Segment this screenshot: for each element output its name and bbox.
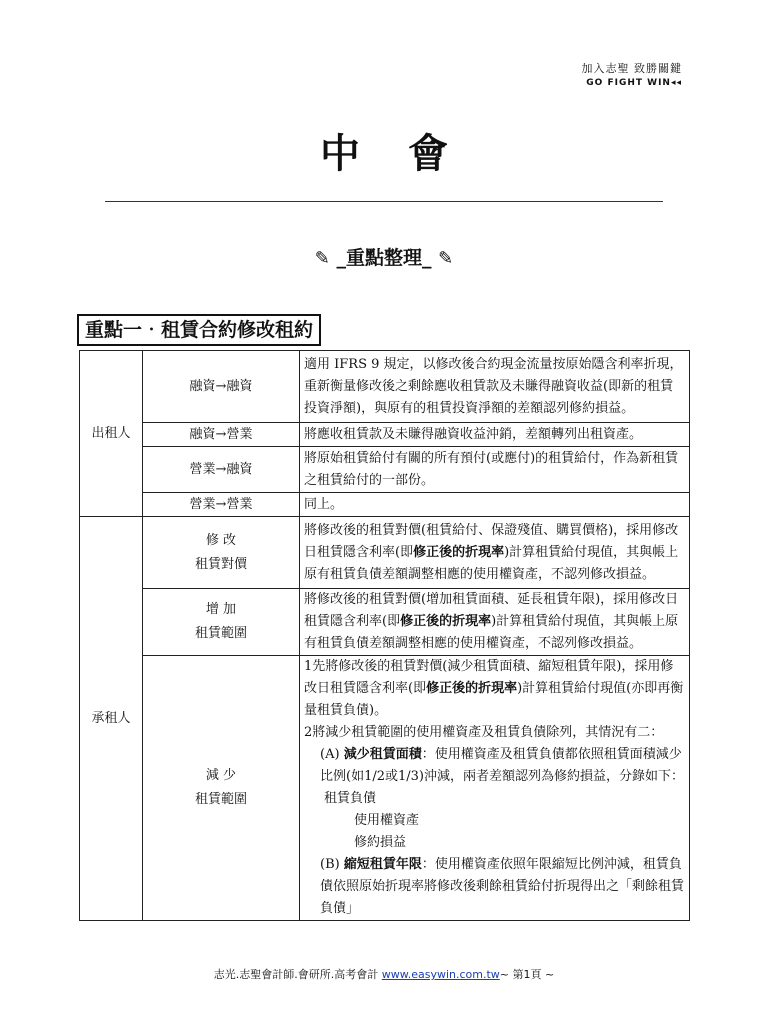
desc-text: 將修改後的租賃對價(租賃給付、保證殘值、購買價格)，採用修改日租賃隱含利率(即 [304, 522, 679, 560]
desc-cell: 適用 IFRS 9 規定，以修改後合約現金流量按原始隱含利率折現，重新衡量修改後之剩餘應收租賃款及未賺得融資收益(即新的租賃投資淨額)，與原有的租賃投資淨額的差額認列修約損益。 [300, 351, 690, 423]
paragraph-b [304, 854, 685, 920]
slogan-line-1: 加入志聖 致勝關鍵 [581, 62, 682, 75]
case-line: 減 少 [205, 768, 237, 783]
journal-entry-debit: 租賃負債 [324, 791, 377, 806]
title-divider [105, 201, 663, 202]
desc-emphasis: 修正後的折現率 [426, 681, 518, 696]
case-line: 增 加 [205, 602, 237, 617]
page-title: 中會 [320, 130, 496, 177]
desc-text: ：使用權資產依照年限縮短比例沖減，租賃負債依照原始折現率將修改後剩餘租賃給付折現得出之「剩餘租賃負債」 [320, 857, 685, 916]
paragraph-a [304, 744, 685, 788]
desc-emphasis: 修正後的折現率 [413, 544, 505, 560]
lease-modification-table [79, 350, 690, 921]
table-row [80, 493, 690, 517]
page-footer [0, 966, 768, 982]
journal-entry-credit: 使用權資產 [354, 813, 420, 828]
desc-text: ：使用權資產及租賃負債都依照租賃面積減少比例(如1/2或1/3)沖減，兩者差額認列為修約損益，分錄如下： [320, 747, 684, 784]
case-line: 租賃範圍 [194, 792, 247, 807]
desc-text: 1先將修改後的租賃對價(減少租賃面積、縮短租賃年限)，採用修改日租賃隱含利率(即 [304, 659, 674, 696]
desc-cell [300, 517, 690, 589]
pencil-icon: ✎ [438, 248, 454, 269]
item-label: (A) [320, 747, 340, 762]
item-label: (B) [320, 857, 340, 872]
pencil-icon: ✎ [314, 248, 330, 269]
desc-emphasis: 縮短租賃年限 [343, 857, 422, 872]
desc-cell [300, 656, 690, 921]
paragraph-2: 2將減少租賃範圍的使用權資產及租賃負債除列，其情況有二： [304, 725, 664, 740]
footer-text: 志光.志聖會計師.會研所.高考會計 [213, 968, 379, 981]
desc-text: )計算租賃給付現值(亦即再衡量租賃負債)。 [304, 681, 684, 718]
table-row [80, 517, 690, 589]
journal-entry-credit: 修約損益 [354, 835, 407, 850]
table-row [80, 447, 690, 493]
table-row [80, 351, 690, 423]
footer-link[interactable]: www.easywin.com.tw [381, 968, 500, 981]
case-cell: 融資→融資 [143, 351, 300, 423]
desc-cell: 將應收租賃款及未賺得融資收益沖銷，差額轉列出租資產。 [300, 423, 690, 447]
case-cell: 營業→融資 [143, 447, 300, 493]
case-line: 租賃範圍 [194, 626, 247, 641]
desc-cell [300, 589, 690, 656]
section-title [0, 243, 768, 270]
table-row [80, 589, 690, 656]
case-cell: 融資→營業 [143, 423, 300, 447]
desc-text: )計算租賃給付現值，其與帳上原有租賃負債差額調整相應的使用權資產，不認列修改損益。 [304, 614, 679, 651]
slogan-line-2: GO FIGHT WIN◂◂ [586, 78, 682, 88]
desc-emphasis: 修正後的折現率 [400, 614, 492, 629]
footer-page-number: ~ 第1頁 ~ [499, 968, 555, 981]
case-cell [143, 656, 300, 921]
case-cell [143, 517, 300, 589]
section-title-text: _重點整理_ [336, 247, 432, 269]
header-slogan [582, 60, 683, 88]
desc-text: )計算租賃給付現值，其與帳上原有租賃負債差額調整相應的使用權資產，不認列修改損益。 [304, 544, 679, 582]
case-cell [143, 589, 300, 656]
lessor-role-cell: 出租人 [80, 351, 143, 517]
desc-emphasis: 減少租賃面積 [343, 747, 422, 762]
table-row [80, 423, 690, 447]
desc-cell: 將原始租賃給付有關的所有預付(或應付)的租賃給付，作為新租賃之租賃給付的一部份。 [300, 447, 690, 493]
table-row [80, 656, 690, 921]
case-cell: 營業→營業 [143, 493, 300, 517]
desc-text: 將修改後的租賃對價(增加租賃面積、延長租賃年限)，採用修改日租賃隱含利率(即 [304, 592, 679, 629]
lessee-role-cell: 承租人 [80, 517, 143, 921]
case-line: 租賃對價 [194, 556, 247, 572]
desc-cell: 同上。 [300, 493, 690, 517]
point-heading: 重點一‧租賃合約修改租約 [77, 314, 321, 346]
case-line: 修 改 [205, 532, 237, 548]
paragraph-1 [304, 656, 685, 722]
